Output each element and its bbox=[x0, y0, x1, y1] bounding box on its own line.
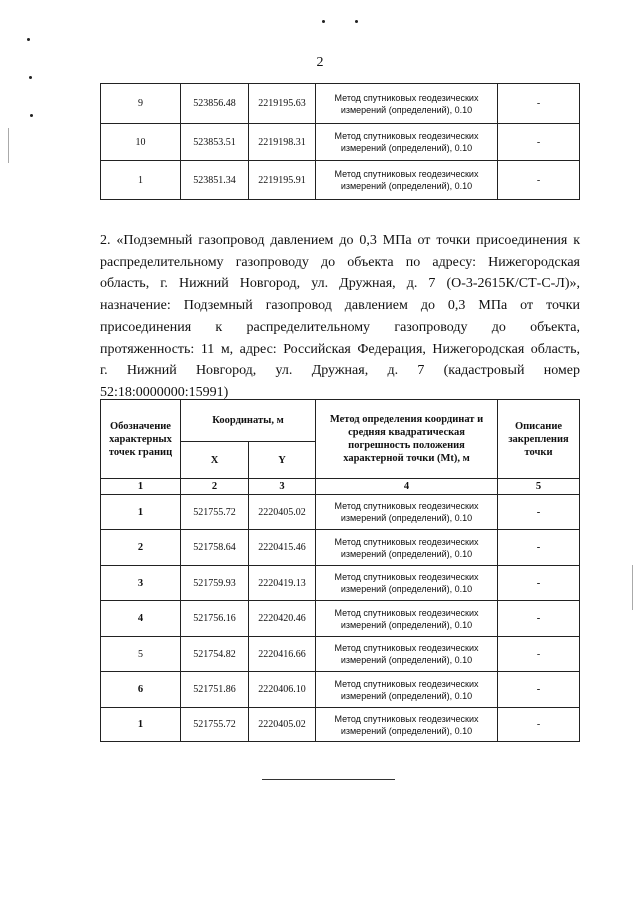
object-description-paragraph bbox=[100, 230, 580, 404]
column-number: 5 bbox=[498, 479, 580, 495]
description-cell: - bbox=[498, 124, 580, 161]
column-number: 1 bbox=[101, 479, 181, 495]
x-cell: 523851.34 bbox=[181, 161, 249, 200]
method-cell: Метод спутниковых геодезических измерений (определений), 0.10 bbox=[316, 708, 498, 742]
table-row bbox=[101, 495, 580, 530]
description-cell: - bbox=[498, 161, 580, 200]
x-cell: 523856.48 bbox=[181, 84, 249, 124]
y-cell: 2219195.91 bbox=[249, 161, 316, 200]
point-cell: 1 bbox=[101, 161, 181, 200]
table-row bbox=[101, 601, 580, 637]
table-row bbox=[101, 672, 580, 708]
x-header: X bbox=[181, 442, 249, 479]
scan-dot bbox=[355, 20, 358, 23]
y-cell: 2220406.10 bbox=[249, 672, 316, 708]
description-cell: - bbox=[498, 84, 580, 124]
x-cell: 521755.72 bbox=[181, 495, 249, 530]
description-cell: - bbox=[498, 495, 580, 530]
point-cell: 6 bbox=[101, 672, 181, 708]
scan-edge-line bbox=[632, 565, 633, 610]
x-cell: 521755.72 bbox=[181, 708, 249, 742]
method-cell: Метод спутниковых геодезических измерений (определений), 0.10 bbox=[316, 495, 498, 530]
x-cell: 523853.51 bbox=[181, 124, 249, 161]
method-cell: Метод спутниковых геодезических измерений (определений), 0.10 bbox=[316, 124, 498, 161]
point-cell: 4 bbox=[101, 601, 181, 637]
x-cell: 521758.64 bbox=[181, 530, 249, 566]
x-cell: 521759.93 bbox=[181, 566, 249, 601]
point-cell: 9 bbox=[101, 84, 181, 124]
description-cell: - bbox=[498, 637, 580, 672]
y-cell: 2220405.02 bbox=[249, 708, 316, 742]
y-cell: 2220416.66 bbox=[249, 637, 316, 672]
description-cell: - bbox=[498, 708, 580, 742]
point-cell: 1 bbox=[101, 495, 181, 530]
point-cell: 5 bbox=[101, 637, 181, 672]
column-numbers-row bbox=[101, 479, 580, 495]
table-row bbox=[101, 124, 580, 161]
column-number: 2 bbox=[181, 479, 249, 495]
description-cell: - bbox=[498, 672, 580, 708]
y-cell: 2220420.46 bbox=[249, 601, 316, 637]
paragraph-line: г. Нижний Новгород, ул. Дружная, д. 7 (кадастровый номер bbox=[100, 363, 580, 379]
method-cell: Метод спутниковых геодезических измерений (определений), 0.10 bbox=[316, 601, 498, 637]
method-cell: Метод спутниковых геодезических измерений (определений), 0.10 bbox=[316, 84, 498, 124]
scan-dot bbox=[27, 38, 30, 41]
point-cell: 2 bbox=[101, 530, 181, 566]
column-number: 4 bbox=[316, 479, 498, 495]
point-cell: 3 bbox=[101, 566, 181, 601]
x-cell: 521754.82 bbox=[181, 637, 249, 672]
end-separator-line bbox=[262, 779, 395, 780]
x-cell: 521756.16 bbox=[181, 601, 249, 637]
y-cell: 2219195.63 bbox=[249, 84, 316, 124]
table-row bbox=[101, 84, 580, 124]
method-cell: Метод спутниковых геодезических измерений (определений), 0.10 bbox=[316, 566, 498, 601]
description-header: Описание закрепления точки bbox=[498, 400, 580, 479]
paragraph-line: 2. «Подземный газопровод давлением до 0,3 МПа от точки присоединения к bbox=[100, 233, 580, 248]
point-cell: 10 bbox=[101, 124, 181, 161]
scan-dot bbox=[29, 76, 32, 79]
description-cell: - bbox=[498, 566, 580, 601]
x-cell: 521751.86 bbox=[181, 672, 249, 708]
paragraph-line: назначение: Подземный газопровод давлением до 0,3 МПа от точки bbox=[100, 298, 580, 314]
table-row bbox=[101, 566, 580, 601]
coordinates-table bbox=[100, 399, 580, 742]
method-cell: Метод спутниковых геодезических измерений (определений), 0.10 bbox=[316, 530, 498, 566]
description-cell: - bbox=[498, 530, 580, 566]
paragraph-line: область, г. Нижний Новгород, ул. Дружная, д. 7 (О-3-2615К/СТ-С-Л)», bbox=[100, 276, 580, 292]
y-cell: 2219198.31 bbox=[249, 124, 316, 161]
table-row bbox=[101, 637, 580, 672]
paragraph-line: 52:18:0000000:15991) bbox=[100, 384, 229, 400]
scan-dot bbox=[322, 20, 325, 23]
paragraph-line: присоединения к распределительному газопроводу до объекта, bbox=[100, 319, 580, 335]
paragraph-line: распределительному газопроводу до объекта по адресу: Нижегородская bbox=[100, 254, 580, 270]
y-cell: 2220405.02 bbox=[249, 495, 316, 530]
designation-header: Обозначение характерных точек границ bbox=[101, 400, 181, 479]
paragraph-line: протяженность: 11 м, адрес: Российская Федерация, Нижегородская область, bbox=[100, 341, 580, 357]
y-cell: 2220419.13 bbox=[249, 566, 316, 601]
scan-edge-line bbox=[8, 128, 9, 163]
method-cell: Метод спутниковых геодезических измерений (определений), 0.10 bbox=[316, 672, 498, 708]
coordinates-header: Координаты, м bbox=[181, 400, 316, 442]
scan-dot bbox=[30, 114, 33, 117]
table-row bbox=[101, 161, 580, 200]
coordinates-table-continued bbox=[100, 83, 580, 200]
page-number: 2 bbox=[316, 55, 324, 70]
method-cell: Метод спутниковых геодезических измерений (определений), 0.10 bbox=[316, 637, 498, 672]
table-row bbox=[101, 530, 580, 566]
description-cell: - bbox=[498, 601, 580, 637]
method-header: Метод определения координат и средняя квадратическая погрешность положения характерной точки (Mt), м bbox=[316, 400, 498, 479]
y-cell: 2220415.46 bbox=[249, 530, 316, 566]
column-number: 3 bbox=[249, 479, 316, 495]
method-cell: Метод спутниковых геодезических измерений (определений), 0.10 bbox=[316, 161, 498, 200]
table-row bbox=[101, 708, 580, 742]
point-cell: 1 bbox=[101, 708, 181, 742]
y-header: Y bbox=[249, 442, 316, 479]
